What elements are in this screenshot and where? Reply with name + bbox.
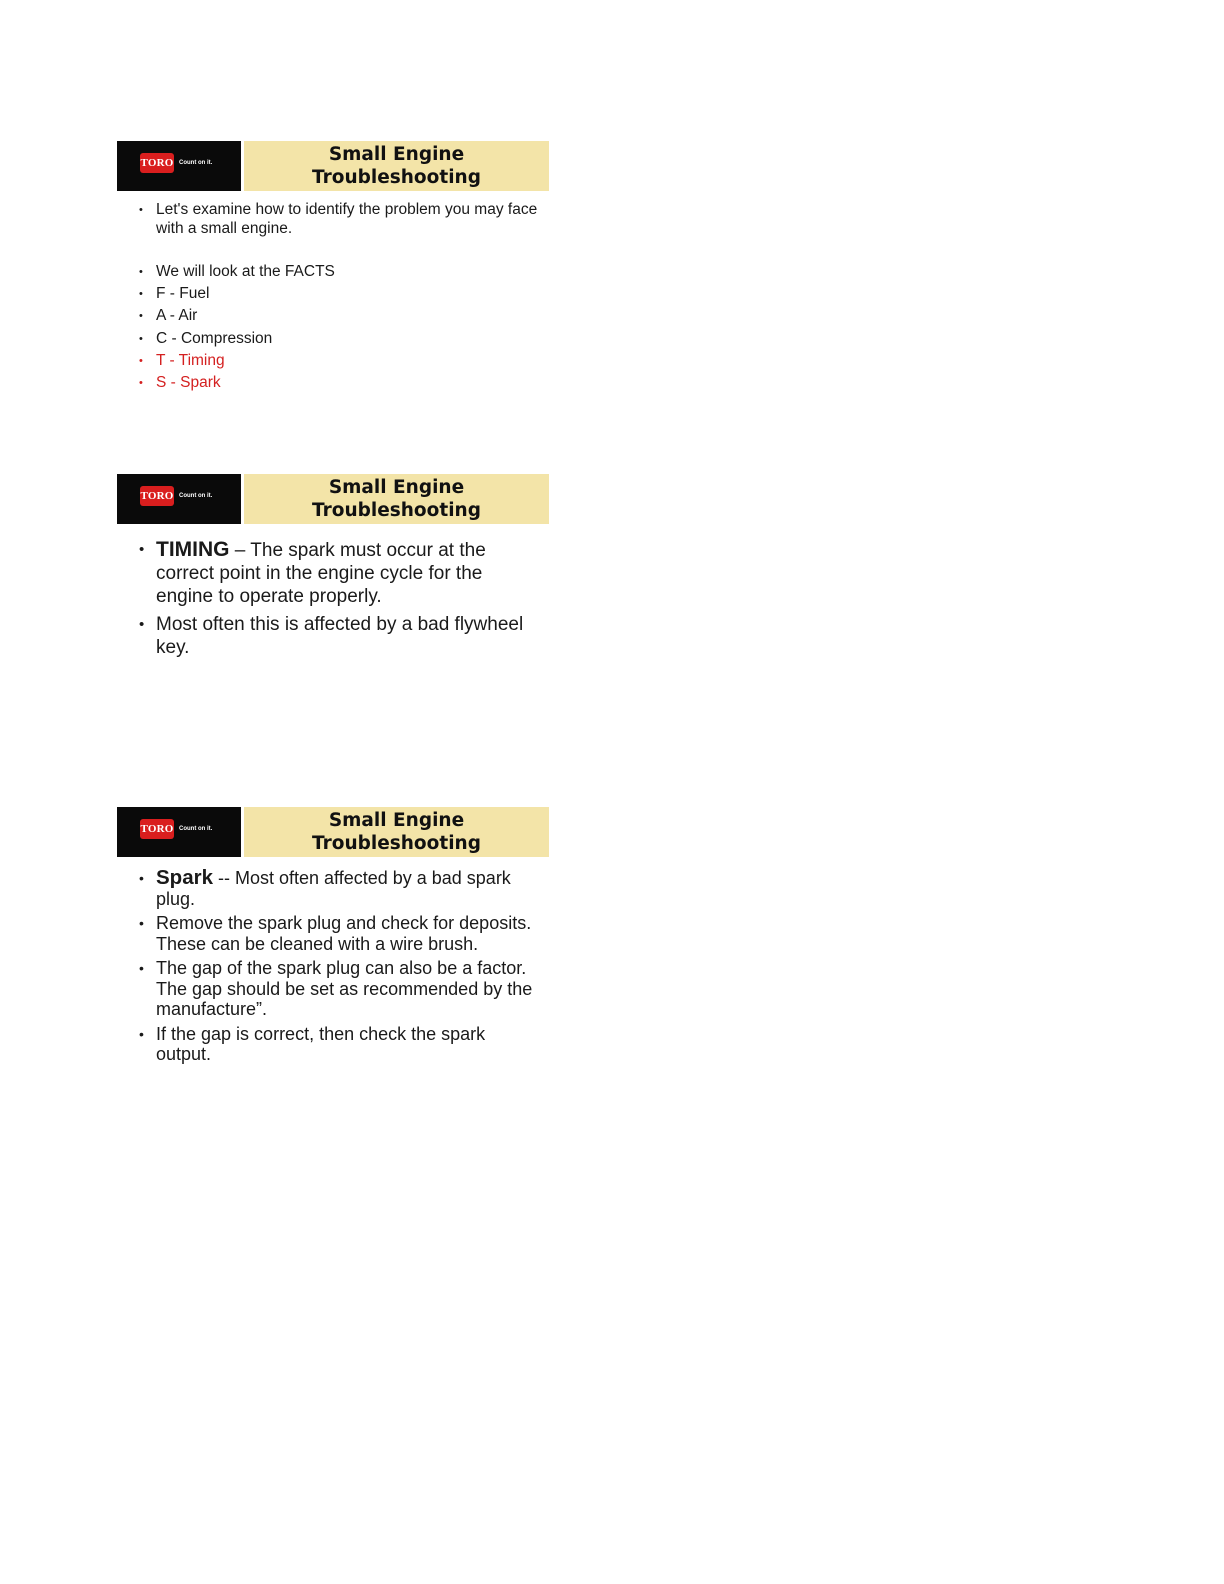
bullet-item: • C - Compression [139,330,539,349]
bullet-item: • Let's examine how to identify the problem you may face with a small engine. [139,201,539,238]
toro-logo-badge: TORO [140,153,174,173]
bullet-item-highlighted: • S - Spark [139,374,539,393]
toro-logo-tagline: Count on it. [179,160,213,166]
toro-logo [117,141,244,191]
slide-header [117,141,549,191]
bullet-item [139,538,539,608]
bullet-item: • A - Air [139,307,539,326]
slide-header [117,807,549,857]
slide-title [244,474,549,524]
bullet-item: • We will look at the FACTS [139,263,539,282]
toro-logo [117,474,244,524]
toro-logo-tagline: Count on it. [179,493,213,499]
slide-title-line-2: Troubleshooting [312,500,481,521]
bullet-list [139,538,539,664]
toro-logo-tagline: Count on it. [179,826,213,832]
bullet-item-highlighted: • T - Timing [139,352,539,371]
bullet-list [139,201,539,396]
toro-logo [117,807,244,857]
toro-logo-badge: TORO [140,486,174,506]
slide-title [244,807,549,857]
bullet-item [139,958,539,1020]
bullet-item [139,1024,539,1065]
bullet-item: • F - Fuel [139,285,539,304]
slide-facts-overview [117,141,549,391]
slide-title-line-1: Small Engine [328,810,465,831]
slide-header [117,474,549,524]
bullet-text: The gap of the spark plug can also be a factor. The gap should be set as recommended by the manufacture”. [156,958,533,1019]
slide-title-line-2: Troubleshooting [312,167,481,188]
bullet-item [139,868,539,909]
slide-spark [117,807,549,1064]
bullet-text: -- Most often affected by a bad spark plug. [156,868,511,909]
bullet-term: TIMING [156,538,230,561]
bullet-text: Most often this is affected by a bad flywheel key. [156,614,524,658]
toro-logo-badge: TORO [140,819,174,839]
bullet-item [139,913,539,954]
slide-title [244,141,549,191]
bullet-term: Spark [156,866,213,889]
bullet-text: – The spark must occur at the correct point in the engine cycle for the engine to operate properly. [156,540,486,607]
bullet-item [139,613,539,659]
slide-title-line-1: Small Engine [328,144,465,165]
bullet-text: Remove the spark plug and check for deposits. These can be cleaned with a wire brush. [156,913,532,954]
slide-timing [117,474,549,658]
bullet-text: If the gap is correct, then check the spark output. [156,1023,486,1064]
slide-title-line-2: Troubleshooting [312,833,481,854]
slide-title-line-1: Small Engine [328,477,465,498]
bullet-list [139,868,539,1069]
